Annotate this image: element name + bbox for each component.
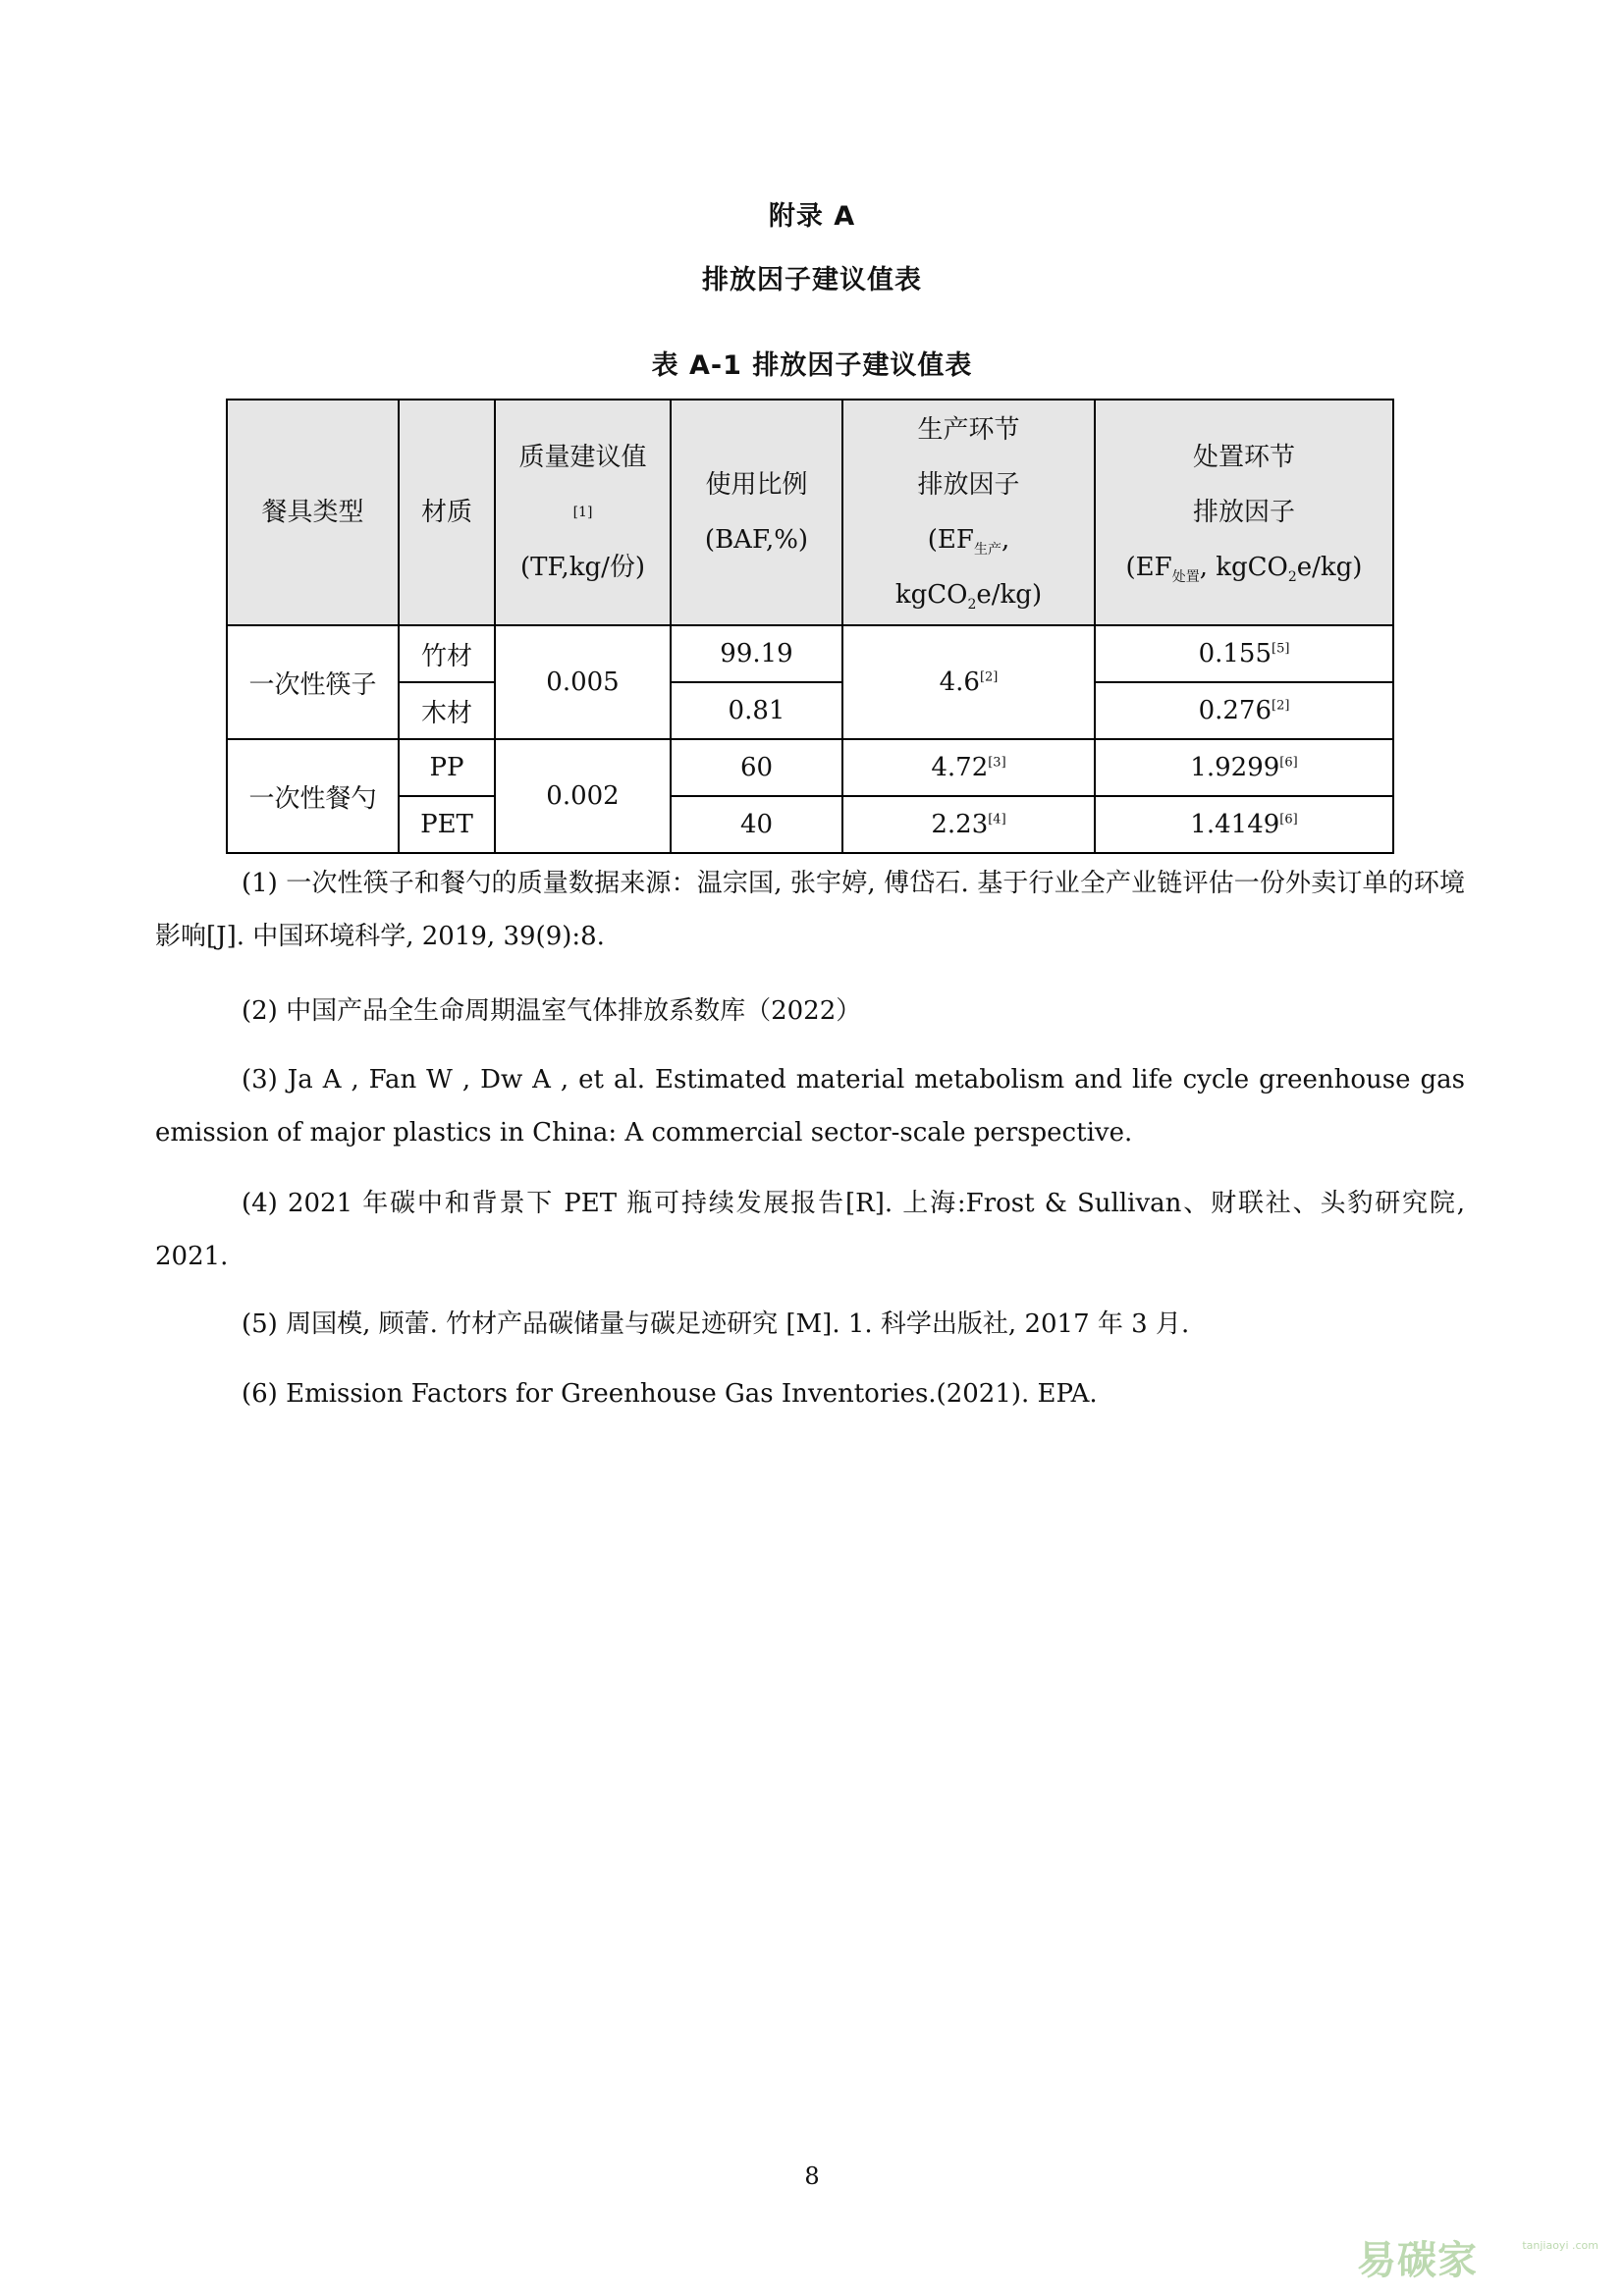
cell-ratio: 0.81: [671, 682, 842, 739]
reference-note-1: (1) 一次性筷子和餐勺的质量数据来源：温宗国, 张宇婷, 傅岱石. 基于行业全产业链评估一份外卖订单的环境影响[J]. 中国环境科学, 2019, 39(9):8.: [155, 869, 1465, 951]
cell-ratio: 99.19: [671, 625, 842, 682]
cell-mass: 0.002: [495, 739, 671, 853]
cell-disposal-factor: 1.4149[6]: [1095, 796, 1393, 853]
header-material: 材质: [399, 400, 495, 625]
watermark-domain: tanjiaoyi .com: [1522, 2239, 1598, 2252]
cell-material: 竹材: [399, 625, 495, 682]
header-mass: 质量建议值 [1] (TF,kg/份): [495, 400, 671, 625]
reference-note-4: (4) 2021 年碳中和背景下 PET 瓶可持续发展报告[R]. 上海:Frost & Sullivan、财联社、头豹研究院, 2021.: [155, 1189, 1465, 1271]
cell-production-factor: 4.6[2]: [842, 625, 1095, 739]
header-mass-ref: [1]: [572, 505, 593, 520]
cell-mass: 0.005: [495, 625, 671, 739]
cell-type-chopsticks: 一次性筷子: [227, 625, 399, 739]
cell-type-spoons: 一次性餐勺: [227, 739, 399, 853]
reference-note-5: (5) 周国模, 顾蕾. 竹材产品碳储量与碳足迹研究 [M]. 1. 科学出版社, 2017 年 3 月.: [242, 1309, 1190, 1339]
emission-factor-table: [226, 399, 1394, 854]
cell-disposal-factor: 1.9299[6]: [1095, 739, 1393, 796]
table-row: [227, 682, 1393, 739]
appendix-subtitle: 排放因子建议值表: [702, 265, 922, 295]
table-row: [227, 625, 1393, 682]
cell-material: PET: [399, 796, 495, 853]
cell-production-factor: 4.72[3]: [842, 739, 1095, 796]
table-row: [227, 796, 1393, 853]
appendix-title: 附录 A: [768, 201, 856, 232]
cell-disposal-factor: 0.155[5]: [1095, 625, 1393, 682]
header-production-factor: 生产环节 排放因子 ($EF_{生产}$, kgCO$_2$e/kg): [842, 400, 1095, 625]
header-type: 餐具类型: [227, 400, 399, 625]
header-ratio: 使用比例 (BAF,%): [671, 400, 842, 625]
watermark-logo: [1357, 2229, 1602, 2288]
cell-ratio: 40: [671, 796, 842, 853]
table-header-row: [227, 400, 1393, 625]
page-number: 8: [804, 2163, 820, 2190]
cell-ratio: 60: [671, 739, 842, 796]
table-caption: 表 A-1 排放因子建议值表: [651, 350, 973, 381]
table-row: [227, 739, 1393, 796]
cell-disposal-factor: 0.276[2]: [1095, 682, 1393, 739]
cell-production-factor: 2.23[4]: [842, 796, 1095, 853]
reference-note-3: (3) Ja A , Fan W , Dw A , et al. Estimated material metabolism and life cycle greenhouse gas emission of major plastics in China: A commercial sector-scale perspective.: [155, 1065, 1465, 1148]
cell-material: 木材: [399, 682, 495, 739]
cell-material: PP: [399, 739, 495, 796]
reference-note-2: (2) 中国产品全生命周期温室气体排放系数库（2022）: [242, 996, 862, 1026]
header-disposal-factor: 处置环节 排放因子 ($EF_{处置}$, kgCO$_2$e/kg): [1095, 400, 1393, 625]
watermark-text: 易碳家: [1357, 2238, 1478, 2283]
reference-note-6: (6) Emission Factors for Greenhouse Gas Inventories.(2021). EPA.: [242, 1379, 1098, 1409]
